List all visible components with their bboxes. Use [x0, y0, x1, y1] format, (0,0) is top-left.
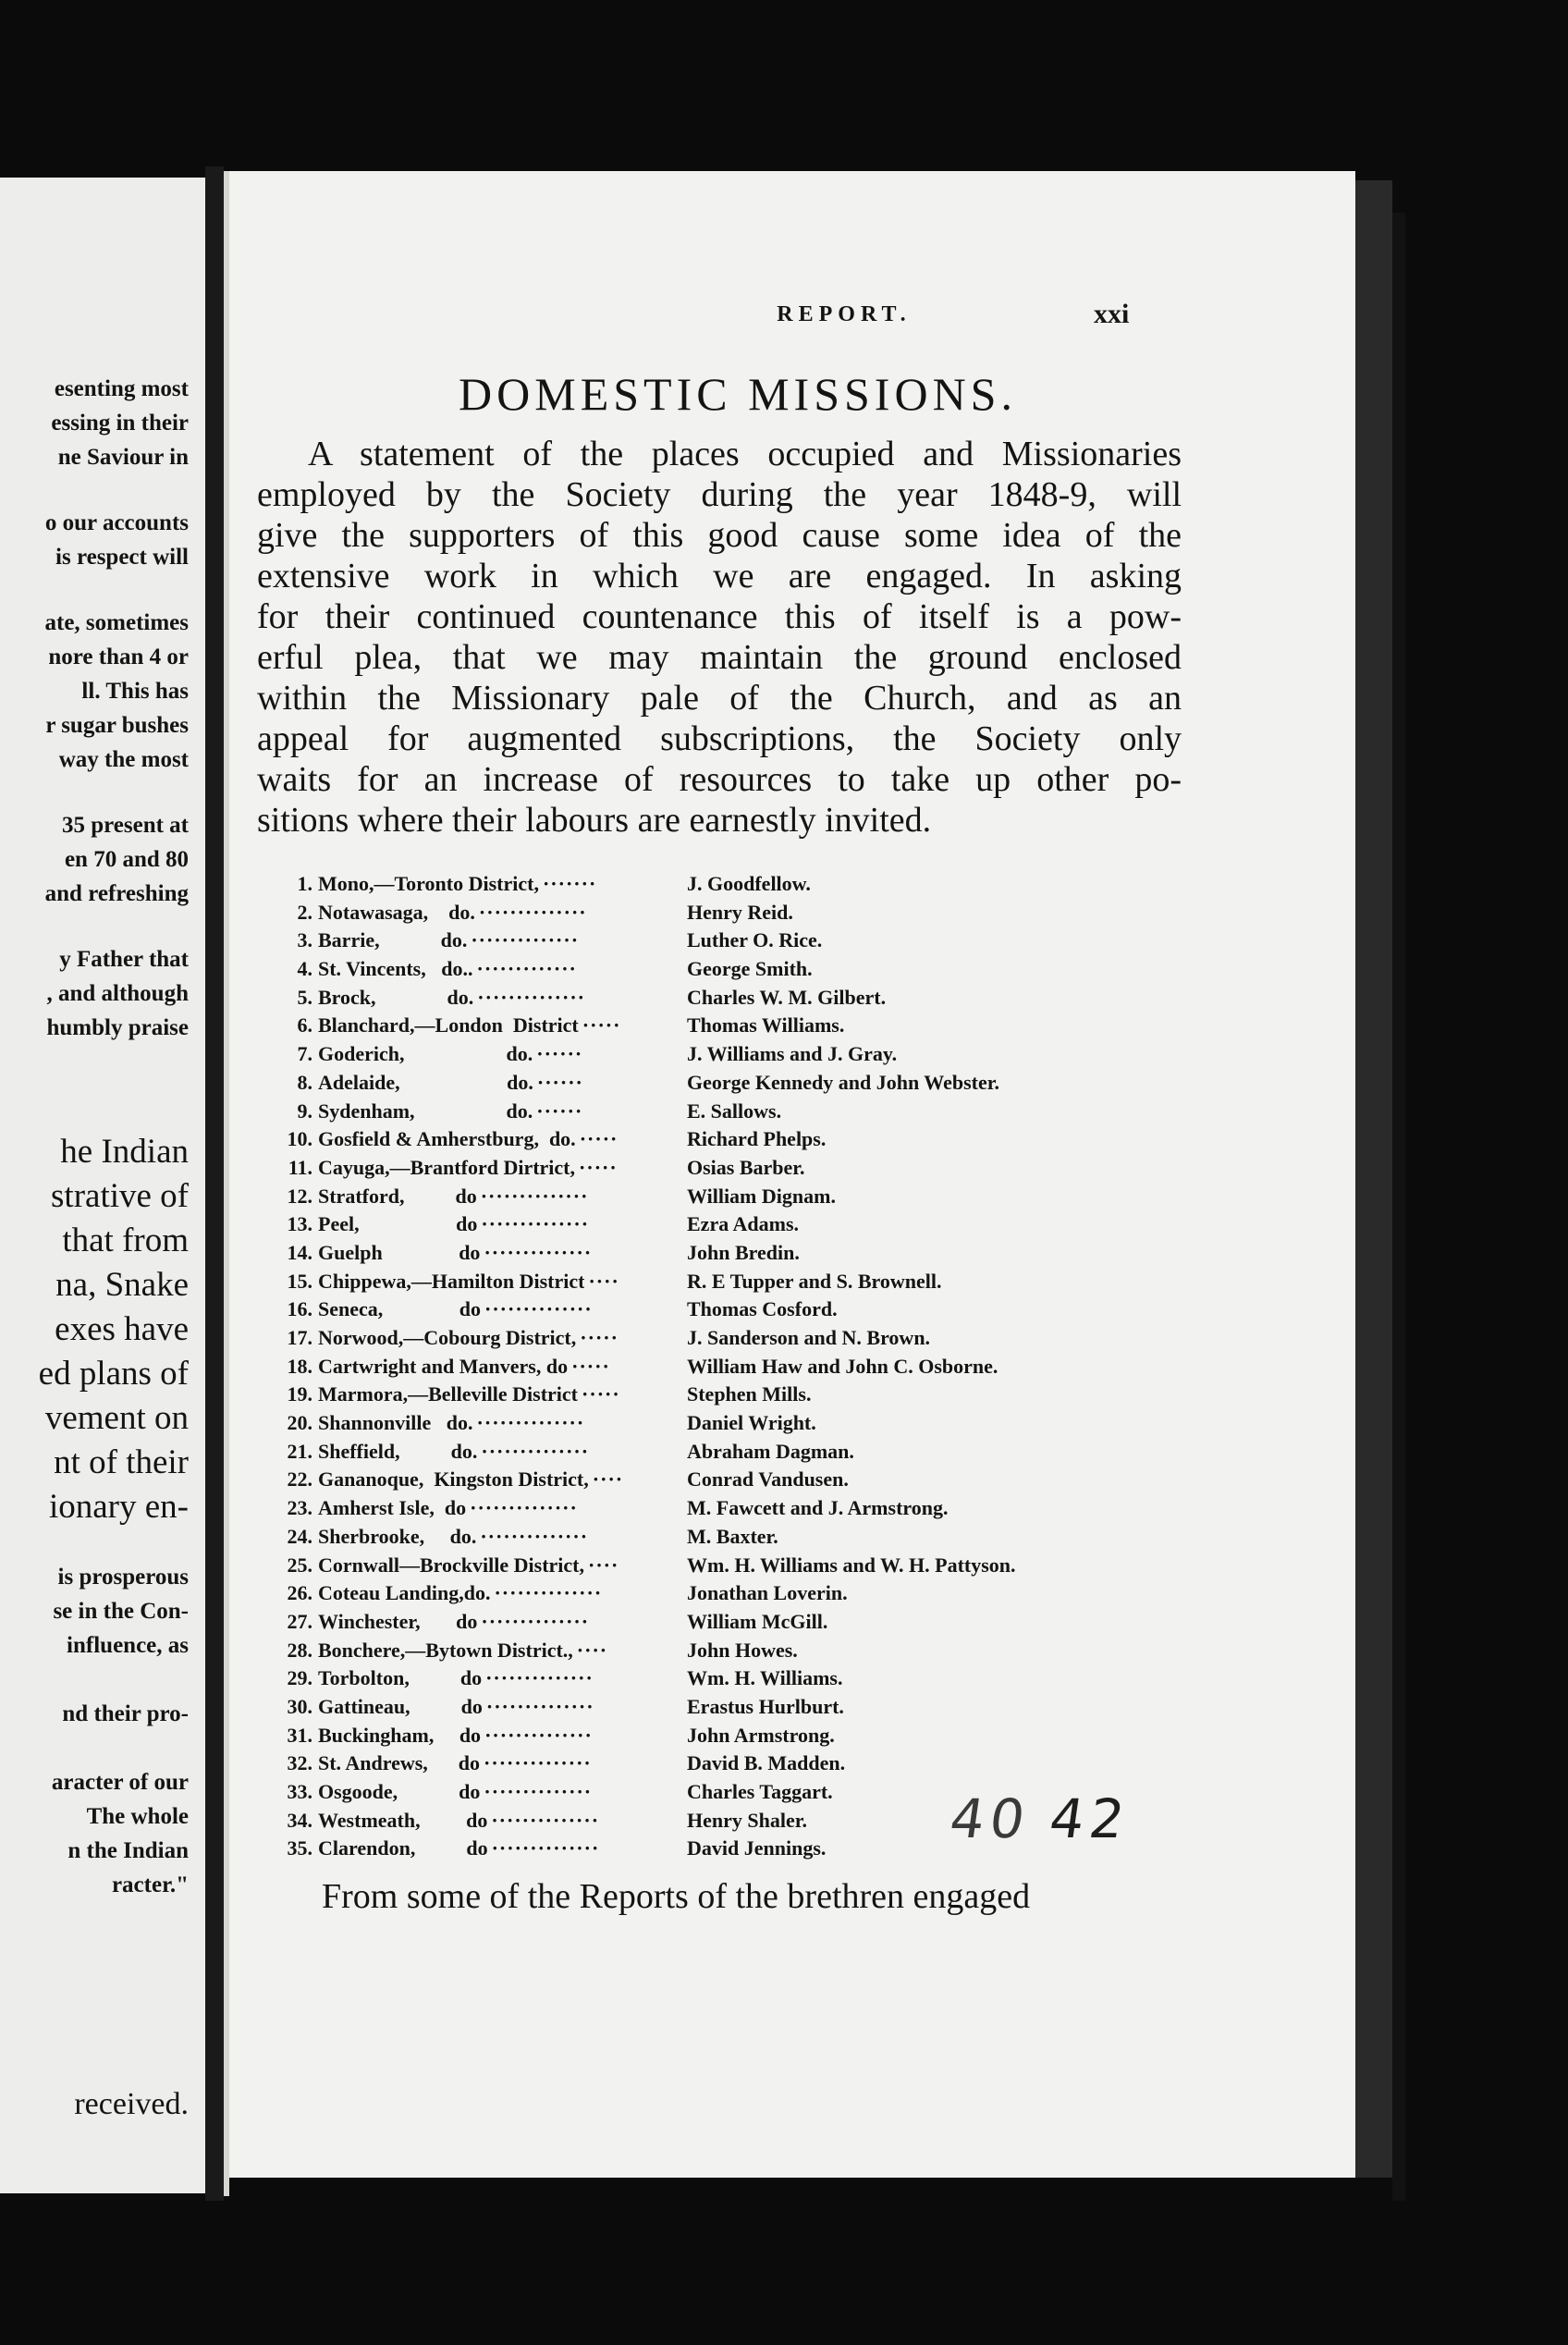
- mission-row: [266, 1440, 1311, 1468]
- missionary-name: Osias Barber.: [687, 1155, 805, 1179]
- left-line: en 70 and 80: [64, 847, 189, 872]
- mission-number: 14.: [287, 1240, 312, 1264]
- page-stack-edge: [1355, 180, 1392, 2178]
- left-line: is respect will: [55, 545, 189, 570]
- leader-dots: ··············: [485, 1666, 594, 1690]
- leader-dots: ··············: [470, 1496, 578, 1520]
- left-line: ll. This has: [81, 679, 189, 704]
- leader-dots: ····: [592, 1467, 624, 1492]
- mission-row: [266, 1071, 1311, 1099]
- leader-dots: ····: [588, 1269, 619, 1293]
- mission-place: Adelaide, do.: [318, 1070, 533, 1094]
- missionary-name: Jonathan Loverin.: [687, 1581, 848, 1605]
- missionary-name: William Dignam.: [687, 1184, 836, 1208]
- mission-place: Winchester, do: [318, 1609, 478, 1633]
- mission-row: [266, 1241, 1311, 1270]
- intro-line: extensive work in which we are engaged. In asking: [257, 557, 1182, 595]
- mission-number: 25.: [287, 1553, 312, 1577]
- mission-row: [266, 1270, 1311, 1298]
- mission-row: [266, 1355, 1311, 1383]
- leader-dots: ·······: [542, 872, 597, 895]
- leader-dots: ··············: [477, 985, 585, 1009]
- left-line: n the Indian: [67, 1838, 189, 1863]
- mission-row: [266, 1695, 1311, 1724]
- intro-line: give the supporters of this good cause some idea of the: [257, 516, 1182, 555]
- main-page: [229, 171, 1355, 2178]
- mission-place: Seneca, do: [318, 1297, 481, 1321]
- mission-row: [266, 1553, 1311, 1582]
- missionary-name: Ezra Adams.: [687, 1212, 799, 1236]
- left-line: r sugar bushes: [45, 713, 189, 738]
- missionary-name: Wm. H. Williams.: [687, 1666, 843, 1690]
- mission-place: Gosfield & Amherstburg, do.: [318, 1127, 576, 1151]
- left-line: ionary en-: [48, 1488, 189, 1526]
- missionary-name: Wm. H. Williams and W. H. Pattyson.: [687, 1553, 1016, 1577]
- mission-place: St. Vincents, do..: [318, 957, 473, 981]
- mission-row: [266, 1467, 1311, 1496]
- mission-place: Sydenham, do.: [318, 1099, 533, 1123]
- left-gap: [0, 574, 194, 606]
- missionary-name: George Smith.: [687, 957, 813, 981]
- missionary-name: Daniel Wright.: [687, 1411, 816, 1435]
- missionary-name: Abraham Dagman.: [687, 1439, 854, 1463]
- mission-number: 10.: [287, 1127, 312, 1151]
- intro-paragraph: [257, 434, 1182, 841]
- missions-list: [266, 872, 1311, 1865]
- intro-line: sitions where their labours are earnestly invited.: [257, 801, 932, 840]
- mission-number: 17.: [287, 1326, 312, 1349]
- left-gap: [0, 474, 194, 506]
- left-final-block: [0, 2087, 194, 2121]
- mission-row: [266, 1581, 1311, 1610]
- left-line: 35 present at: [61, 813, 189, 838]
- missionary-name: Stephen Mills.: [687, 1382, 812, 1406]
- mission-number: 24.: [287, 1524, 312, 1548]
- mission-number: 12.: [287, 1184, 312, 1208]
- left-line: ate, sometimes: [44, 610, 189, 635]
- leader-dots: ·············: [476, 957, 577, 981]
- missionary-name: Erastus Hurlburt.: [687, 1694, 844, 1718]
- left-line: nore than 4 or: [48, 645, 189, 669]
- mission-number: 11.: [288, 1155, 312, 1179]
- leader-dots: ·····: [579, 1155, 618, 1179]
- leader-dots: ··············: [471, 928, 580, 952]
- left-gap: [0, 911, 194, 942]
- missionary-name: George Kennedy and John Webster.: [687, 1070, 999, 1094]
- mission-number: 29.: [287, 1666, 312, 1690]
- mission-row: [266, 1382, 1311, 1411]
- intro-line: appeal for augmented subscriptions, the Society only: [257, 719, 1182, 758]
- mission-row: [266, 1724, 1311, 1752]
- leader-dots: ··············: [484, 1751, 592, 1775]
- mission-row: [266, 872, 1311, 901]
- mission-number: 35.: [287, 1836, 312, 1860]
- left-line: [0, 1731, 194, 1765]
- mission-place: Cartwright and Manvers, do: [318, 1354, 569, 1378]
- mission-row: [266, 1326, 1311, 1355]
- mission-row: [266, 1042, 1311, 1071]
- left-line: nd their pro-: [62, 1701, 189, 1726]
- mission-place: Chippewa,—Hamilton District: [318, 1269, 585, 1293]
- mission-number: 23.: [287, 1496, 312, 1520]
- mission-number: 3.: [297, 928, 312, 952]
- leader-dots: ··············: [484, 1780, 593, 1803]
- left-line: , and although: [46, 981, 189, 1006]
- intro-line: for their continued countenance this of itself is a pow-: [257, 597, 1182, 636]
- mission-number: 32.: [287, 1751, 312, 1775]
- leader-dots: ··············: [481, 1439, 590, 1463]
- mission-place: Gattineau, do: [318, 1694, 483, 1718]
- book-cover-edge: [1392, 213, 1405, 2201]
- closing-line: From some of the Reports of the brethren engaged: [322, 1877, 1031, 1916]
- book-spine-shadow: [205, 166, 224, 2201]
- left-line: esenting most: [54, 376, 189, 401]
- mission-place: Mono,—Toronto District,: [318, 872, 539, 895]
- left-line: The whole: [86, 1804, 189, 1829]
- mission-place: Clarendon, do: [318, 1836, 488, 1860]
- intro-line: A statement of the places occupied and Missionaries: [308, 435, 1182, 473]
- mission-number: 27.: [287, 1609, 312, 1633]
- leader-dots: ·····: [579, 1127, 619, 1151]
- mission-row: [266, 1013, 1311, 1042]
- left-top-block: [0, 372, 194, 1045]
- left-line: essing in their: [51, 411, 189, 436]
- mission-number: 26.: [287, 1581, 312, 1605]
- mission-place: Brock, do.: [318, 985, 474, 1009]
- mission-place: Notawasaga, do.: [318, 900, 475, 924]
- missionary-name: Thomas Williams.: [687, 1013, 845, 1037]
- mission-row: [266, 1751, 1311, 1780]
- left-line: [0, 1663, 194, 1697]
- mission-place: Norwood,—Cobourg District,: [318, 1326, 577, 1349]
- left-big-block: [0, 1130, 194, 1529]
- mission-number: 28.: [287, 1638, 312, 1662]
- mission-row: [266, 1639, 1311, 1667]
- leader-dots: ·····: [582, 1013, 621, 1037]
- intro-line: erful plea, that we may maintain the ground enclosed: [257, 638, 1182, 677]
- mission-row: [266, 901, 1311, 929]
- leader-dots: ··············: [491, 1836, 600, 1860]
- mission-place: Osgoode, do: [318, 1780, 481, 1803]
- leader-dots: ····: [576, 1638, 608, 1662]
- leader-dots: ··············: [484, 1723, 593, 1747]
- mission-place: Shannonville do.: [318, 1411, 473, 1435]
- leader-dots: ······: [536, 1070, 583, 1094]
- mission-place: Bonchere,—Bytown District.,: [318, 1638, 573, 1662]
- missionary-name: Richard Phelps.: [687, 1127, 827, 1151]
- handwritten-tally: [946, 1787, 1133, 1850]
- mission-row: [266, 1099, 1311, 1128]
- left-line: vement on: [44, 1399, 189, 1437]
- intro-line: within the Missionary pale of the Church, and as an: [257, 679, 1182, 718]
- mission-number: 31.: [287, 1723, 312, 1747]
- mission-number: 1.: [297, 872, 312, 895]
- mission-place: Marmora,—Belleville District: [318, 1382, 579, 1406]
- left-line: way the most: [58, 747, 189, 772]
- missionary-name: E. Sallows.: [687, 1099, 782, 1123]
- mission-place: Peel, do: [318, 1212, 478, 1236]
- left-gap: [0, 777, 194, 808]
- intro-line: waits for an increase of resources to take up other po-: [257, 760, 1182, 799]
- left-line: ne Saviour in: [57, 445, 189, 470]
- leader-dots: ··············: [484, 1240, 593, 1264]
- left-line: that from: [62, 1222, 189, 1259]
- mission-place: Sheffield, do.: [318, 1439, 478, 1463]
- mission-row: [266, 1156, 1311, 1185]
- mission-number: 16.: [287, 1297, 312, 1321]
- left-line: exes have: [55, 1310, 189, 1348]
- missionary-name: John Bredin.: [687, 1240, 800, 1264]
- mission-row: [266, 1610, 1311, 1639]
- missionary-name: J. Williams and J. Gray.: [687, 1042, 898, 1066]
- left-line: humbly praise: [46, 1015, 189, 1040]
- left-line: ed plans of: [38, 1355, 189, 1393]
- leader-dots: ··············: [481, 1609, 590, 1633]
- mission-number: 21.: [287, 1439, 312, 1463]
- leader-dots: ······: [536, 1099, 583, 1123]
- tally-first: 40: [946, 1787, 1035, 1850]
- mission-row: [266, 1780, 1311, 1809]
- section-title: DOMESTIC MISSIONS.: [459, 368, 1017, 420]
- mission-number: 9.: [297, 1099, 312, 1123]
- mission-row: [266, 1836, 1311, 1865]
- running-head: REPORT.: [777, 302, 912, 326]
- leader-dots: ·····: [582, 1382, 620, 1406]
- missionary-name: Charles W. M. Gilbert.: [687, 985, 887, 1009]
- missionary-name: David B. Madden.: [687, 1751, 846, 1775]
- mission-row: [266, 1411, 1311, 1440]
- mission-number: 2.: [297, 900, 312, 924]
- left-line: racter.": [111, 1872, 189, 1897]
- mission-place: Goderich, do.: [318, 1042, 533, 1066]
- missionary-name: J. Sanderson and N. Brown.: [687, 1326, 931, 1349]
- mission-row: [266, 957, 1311, 986]
- mission-row: [266, 1185, 1311, 1213]
- mission-number: 20.: [287, 1411, 312, 1435]
- leader-dots: ····: [588, 1553, 619, 1577]
- left-final-line: received.: [74, 2087, 189, 2121]
- mission-row: [266, 1127, 1311, 1156]
- mission-number: 18.: [287, 1354, 312, 1378]
- missionary-name: David Jennings.: [687, 1836, 827, 1860]
- mission-number: 30.: [287, 1694, 312, 1718]
- left-line: o our accounts: [44, 510, 189, 535]
- mission-row: [266, 986, 1311, 1014]
- missionary-name: Charles Taggart.: [687, 1780, 833, 1803]
- mission-number: 8.: [297, 1070, 312, 1094]
- mission-row: [266, 928, 1311, 957]
- mission-place: Barrie, do.: [318, 928, 468, 952]
- mission-place: Sherbrooke, do.: [318, 1524, 477, 1548]
- mission-place: Cornwall—Brockville District,: [318, 1553, 584, 1577]
- missionary-name: Thomas Cosford.: [687, 1297, 838, 1321]
- mission-place: Guelph do: [318, 1240, 481, 1264]
- mission-row: [266, 1666, 1311, 1695]
- left-line: strative of: [51, 1177, 189, 1215]
- mission-number: 34.: [287, 1808, 312, 1832]
- missionary-name: M. Baxter.: [687, 1524, 778, 1548]
- missionary-name: John Armstrong.: [687, 1723, 835, 1747]
- mission-number: 19.: [287, 1382, 312, 1406]
- mission-row: [266, 1496, 1311, 1525]
- missionary-name: William McGill.: [687, 1609, 828, 1633]
- leader-dots: ······: [536, 1042, 583, 1066]
- leader-dots: ··············: [491, 1808, 600, 1832]
- leader-dots: ·····: [571, 1354, 610, 1378]
- mission-place: St. Andrews, do: [318, 1751, 481, 1775]
- mission-place: Blanchard,—London District: [318, 1013, 579, 1037]
- mission-place: Cayuga,—Brantford Dirtrict,: [318, 1155, 576, 1179]
- leader-dots: ··············: [485, 1694, 594, 1718]
- left-line: is prosperous: [57, 1565, 189, 1590]
- mission-number: 7.: [297, 1042, 312, 1066]
- mission-number: 4.: [297, 957, 312, 981]
- left-line: y Father that: [59, 947, 189, 972]
- mission-place: Stratford, do: [318, 1184, 477, 1208]
- page-number: xxi: [1094, 299, 1130, 329]
- left-line: influence, as: [67, 1633, 189, 1658]
- mission-row: [266, 1809, 1311, 1837]
- mission-row: [266, 1212, 1311, 1241]
- missionary-name: Henry Shaler.: [687, 1808, 807, 1832]
- mission-place: Coteau Landing,do.: [318, 1581, 491, 1605]
- mission-row: [266, 1525, 1311, 1553]
- mission-number: 15.: [287, 1269, 312, 1293]
- leader-dots: ··············: [481, 1212, 590, 1236]
- missionary-name: M. Fawcett and J. Armstrong.: [687, 1496, 949, 1520]
- mission-number: 6.: [297, 1013, 312, 1037]
- mission-place: Torbolton, do: [318, 1666, 483, 1690]
- left-line: nt of their: [54, 1443, 189, 1481]
- leader-dots: ··············: [478, 900, 587, 924]
- leader-dots: ··············: [480, 1524, 589, 1548]
- missionary-name: J. Goodfellow.: [687, 872, 811, 895]
- leader-dots: ··············: [484, 1297, 593, 1321]
- tally-second: 42: [1046, 1787, 1134, 1850]
- missionary-name: Conrad Vandusen.: [687, 1467, 849, 1492]
- left-bottom-block: [0, 1560, 194, 1902]
- left-line: se in the Con-: [53, 1599, 189, 1624]
- left-line: aracter of our: [51, 1770, 189, 1795]
- mission-number: 5.: [297, 985, 312, 1009]
- intro-line: employed by the Society during the year 1848-9, will: [257, 475, 1182, 514]
- missionary-name: Luther O. Rice.: [687, 928, 823, 952]
- mission-place: Westmeath, do: [318, 1808, 488, 1832]
- leader-dots: ··············: [476, 1411, 585, 1435]
- left-line: and refreshing: [44, 881, 189, 906]
- leader-dots: ··············: [480, 1184, 589, 1208]
- mission-place: Amherst Isle, do: [318, 1496, 467, 1520]
- left-page-fragment: [0, 178, 205, 2193]
- mission-number: 22.: [287, 1467, 312, 1492]
- mission-number: 13.: [287, 1212, 312, 1236]
- leader-dots: ·····: [580, 1326, 619, 1349]
- mission-place: Buckingham, do: [318, 1723, 482, 1747]
- missionary-name: John Howes.: [687, 1638, 798, 1662]
- missionary-name: William Haw and John C. Osborne.: [687, 1354, 998, 1378]
- mission-place: Gananoque, Kingston District,: [318, 1467, 589, 1492]
- mission-number: 33.: [287, 1780, 312, 1803]
- missionary-name: R. E Tupper and S. Brownell.: [687, 1269, 942, 1293]
- left-line: na, Snake: [55, 1266, 189, 1304]
- left-line: he Indian: [60, 1133, 189, 1171]
- mission-row: [266, 1297, 1311, 1326]
- leader-dots: ··············: [494, 1581, 603, 1605]
- missionary-name: Henry Reid.: [687, 900, 793, 924]
